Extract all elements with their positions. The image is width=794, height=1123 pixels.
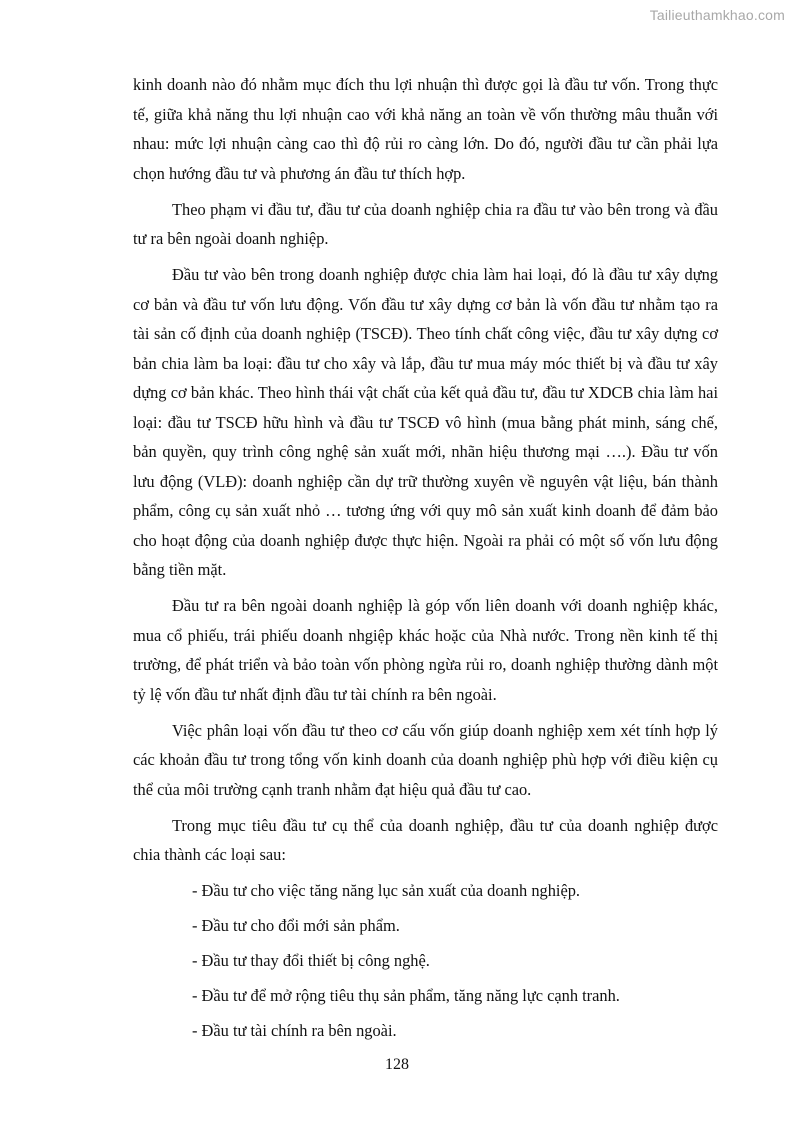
list-item: - Đầu tư thay đổi thiết bị công nghệ. bbox=[192, 951, 430, 970]
paragraph-continuation: kinh doanh nào đó nhằm mục đích thu lợi nhuận thì được gọi là đầu tư vốn. Trong thực tế, giữa khả năng thu lợi nhuận cao với khả năng an toàn về vốn thường mâu thuẫn với nhau: mức lợi nhuận càng cao thì độ rủi ro càng lớn. Do đó, người đầu tư cần phải lựa chọn hướng đầu tư và phương án đầu tư thích hợp. bbox=[133, 75, 718, 183]
bullet-list bbox=[133, 876, 718, 1046]
paragraph-classification: Việc phân loại vốn đầu tư theo cơ cấu vốn giúp doanh nghiệp xem xét tính hợp lý các khoản đầu tư trong tổng vốn kinh doanh của doanh nghiệp phù hợp với điều kiện cụ thể của môi trường cạnh tranh nhằm đạt hiệu quả đầu tư cao. bbox=[133, 720, 718, 799]
list-item: - Đầu tư tài chính ra bên ngoài. bbox=[192, 1021, 397, 1040]
list-item: - Đầu tư cho đổi mới sản phẩm. bbox=[192, 916, 400, 935]
paragraph-objectives: Trong mục tiêu đầu tư cụ thể của doanh nghiệp, đầu tư của doanh nghiệp được chia thành các loại sau: bbox=[133, 815, 718, 864]
paragraph-external-investment: Đầu tư ra bên ngoài doanh nghiệp là góp vốn liên doanh với doanh nghiệp khác, mua cổ phiếu, trái phiếu doanh nhgiệp khác hoặc của Nhà nước. Trong nền kinh tế thị trường, để phát triển và bảo toàn vốn phòng ngừa rủi ro, doanh nghiệp thường dành một tỷ lệ vốn đầu tư nhất định đầu tư tài chính ra bên ngoài. bbox=[133, 596, 718, 704]
document-body bbox=[133, 70, 718, 1051]
paragraph-internal-investment: Đầu tư vào bên trong doanh nghiệp được chia làm hai loại, đó là đầu tư xây dựng cơ bản và đầu tư vốn lưu động. Vốn đầu tư xây dựng cơ bản là vốn đầu tư nhằm tạo ra tài sản cố định của doanh nghiệp (TSCĐ). Theo tính chất công việc, đầu tư xây dựng cơ bản chia làm ba loại: đầu tư cho xây và lắp, đầu tư mua máy móc thiết bị và đầu tư xây dựng cơ bản khác. Theo hình thái vật chất của kết quả đầu tư, đầu tư XDCB chia làm hai loại: đầu tư TSCĐ hữu hình và đầu tư TSCĐ vô hình (mua bằng phát minh, sáng chế, bản quyền, quy trình công nghệ sản xuất mới, nhãn hiệu thương mại ….). Đầu tư vốn lưu động (VLĐ): doanh nghiệp cần dự trữ thường xuyên về nguyên vật liệu, bán thành phẩm, công cụ sản xuất nhỏ … tương ứng với quy mô sản xuất kinh doanh để đảm bảo cho hoạt động của doanh nghiệp được thực hiện. Ngoài ra phải có một số vốn lưu động bằng tiền mặt. bbox=[133, 265, 718, 579]
list-item: - Đầu tư để mở rộng tiêu thụ sản phẩm, tăng năng lực cạnh tranh. bbox=[192, 986, 620, 1005]
page-number: 128 bbox=[385, 1056, 409, 1073]
list-item: - Đầu tư cho việc tăng năng lục sản xuất của doanh nghiệp. bbox=[192, 881, 581, 900]
paragraph-scope: Theo phạm vi đầu tư, đầu tư của doanh nghiệp chia ra đầu tư vào bên trong và đầu tư ra bên ngoài doanh nghiệp. bbox=[133, 199, 718, 248]
watermark: Tailieuthamkhao.com bbox=[649, 7, 785, 23]
